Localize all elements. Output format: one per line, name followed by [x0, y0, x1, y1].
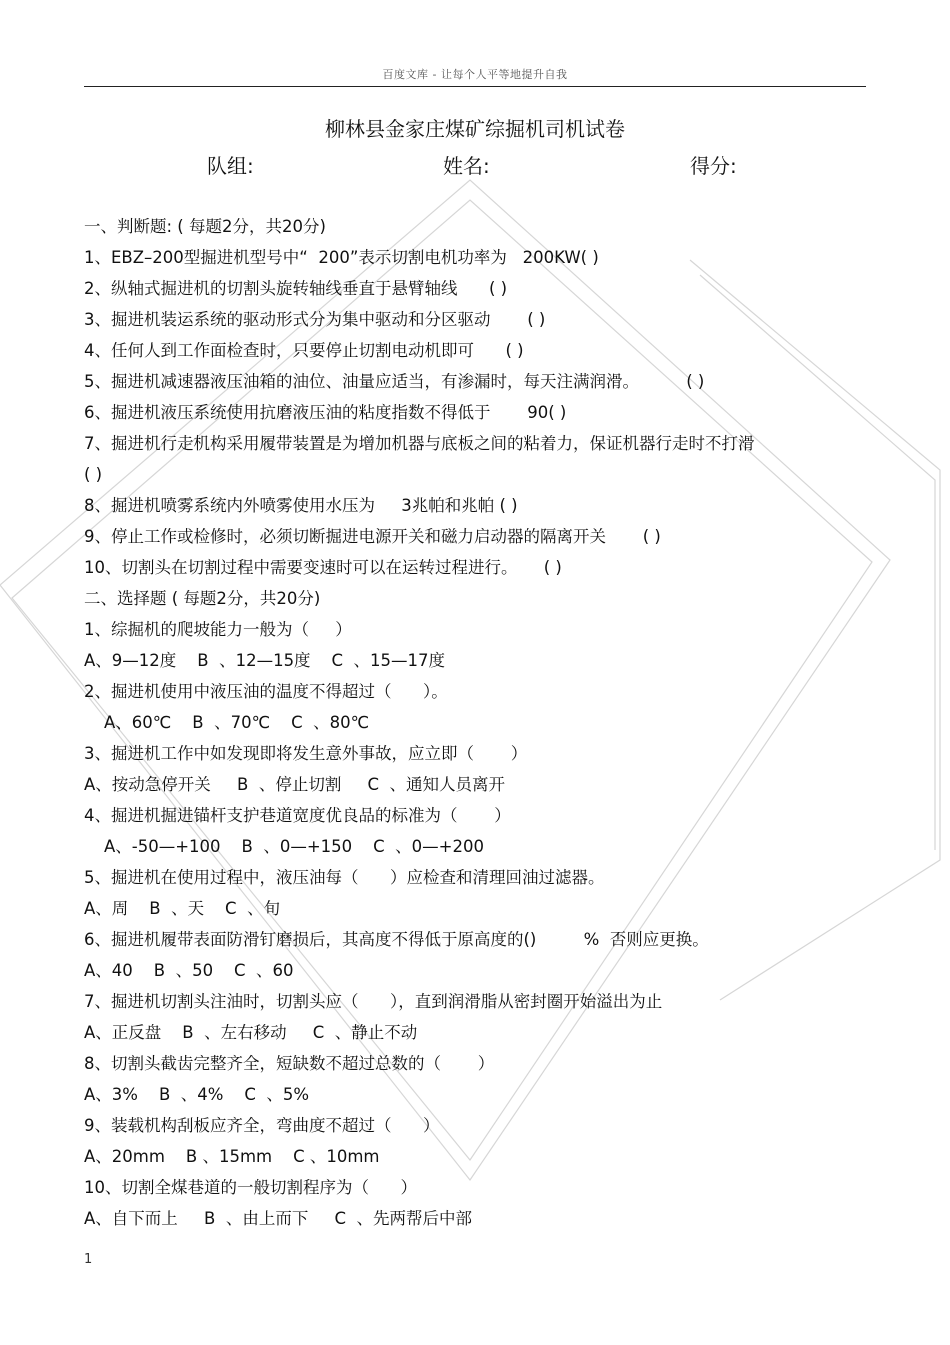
question-line: 10、切割全煤巷道的一般切割程序为（ ）: [84, 1178, 417, 1197]
section-heading-true-false: 一、判断题: ( 每题2分，共20分): [84, 217, 326, 236]
question-line: 6、掘进机履带表面防滑钉磨损后，其高度不得低于原高度的() % 否则应更换。: [84, 930, 709, 949]
question-line: 3、掘进机装运系统的驱动形式分为集中驱动和分区驱动 ( ): [84, 310, 546, 329]
question-line: 5、掘进机在使用过程中，液压油每（ ）应检查和清理回油过滤器。: [84, 868, 605, 887]
team-field-label: 队组:: [207, 154, 254, 178]
question-line: 6、掘进机液压系统使用抗磨液压油的粘度指数不得低于 90( ): [84, 403, 567, 422]
answer-options: A、自下而上 B 、由上而下 C 、先两帮后中部: [84, 1209, 473, 1228]
question-line: 10、切割头在切割过程中需要变速时可以在运转过程进行。 ( ): [84, 558, 562, 577]
page-number: 1: [84, 1252, 93, 1267]
header-divider: [84, 86, 866, 87]
answer-options: A、按动急停开关 B 、停止切割 C 、通知人员离开: [84, 775, 506, 794]
question-line: 9、装载机构刮板应齐全，弯曲度不超过（ ）: [84, 1116, 440, 1135]
answer-options: A、9—12度 B 、12—15度 C 、15—17度: [84, 651, 446, 670]
question-line: 4、任何人到工作面检查时，只要停止切割电动机即可 ( ): [84, 341, 524, 360]
section-heading-multiple-choice: 二、选择题 ( 每题2分，共20分): [84, 589, 321, 608]
question-line: 8、切割头截齿完整齐全，短缺数不超过总数的（ ）: [84, 1054, 495, 1073]
score-field-label: 得分:: [690, 154, 737, 178]
question-line: 1、综掘机的爬坡能力一般为（ ）: [84, 620, 352, 639]
question-line: 2、掘进机使用中液压油的温度不得超过（ ）。: [84, 682, 448, 701]
question-line: 7、掘进机切割头注油时，切割头应（ ），直到润滑脂从密封圈开始溢出为止: [84, 992, 663, 1011]
question-line: 8、掘进机喷雾系统内外喷雾使用水压为 3兆帕和兆帕 ( ): [84, 496, 518, 515]
page-header: 百度文库 - 让每个人平等地提升自我: [382, 68, 568, 81]
question-line: 9、停止工作或检修时，必须切断掘进电源开关和磁力启动器的隔离开关 ( ): [84, 527, 661, 546]
answer-options: A、40 B 、50 C 、60: [84, 961, 294, 980]
name-field-label: 姓名:: [443, 154, 490, 178]
answer-options: A、60℃ B 、70℃ C 、80℃: [104, 713, 370, 732]
question-line: 7、掘进机行走机构采用履带装置是为增加机器与底板之间的粘着力，保证机器行走时不打滑: [84, 434, 755, 453]
page-title: 柳林县金家庄煤矿综掘机司机试卷: [325, 117, 625, 141]
answer-options: A、正反盘 B 、左右移动 C 、静止不动: [84, 1023, 418, 1042]
exam-content: [84, 211, 874, 1234]
question-line: 1、EBZ–200型掘进机型号中“ 200”表示切割电机功率为 200KW( ): [84, 248, 599, 267]
answer-options: A、20mm B 、15mm C 、10mm: [84, 1147, 380, 1166]
question-line: ( ): [84, 465, 103, 484]
answer-options: A、3% B 、4% C 、5%: [84, 1085, 310, 1104]
answer-options: A、周 B 、天 C 、旬: [84, 899, 281, 918]
question-line: 2、纵轴式掘进机的切割头旋转轴线垂直于悬臂轴线 ( ): [84, 279, 508, 298]
answer-options: A、-50—+100 B 、0—+150 C 、0—+200: [104, 837, 484, 856]
question-line: 5、掘进机减速器液压油箱的油位、油量应适当，有渗漏时，每天注满润滑。 ( ): [84, 372, 705, 391]
question-line: 4、掘进机掘进锚杆支护巷道宽度优良品的标准为（ ）: [84, 806, 511, 825]
question-line: 3、掘进机工作中如发现即将发生意外事故，应立即（ ）: [84, 744, 528, 763]
